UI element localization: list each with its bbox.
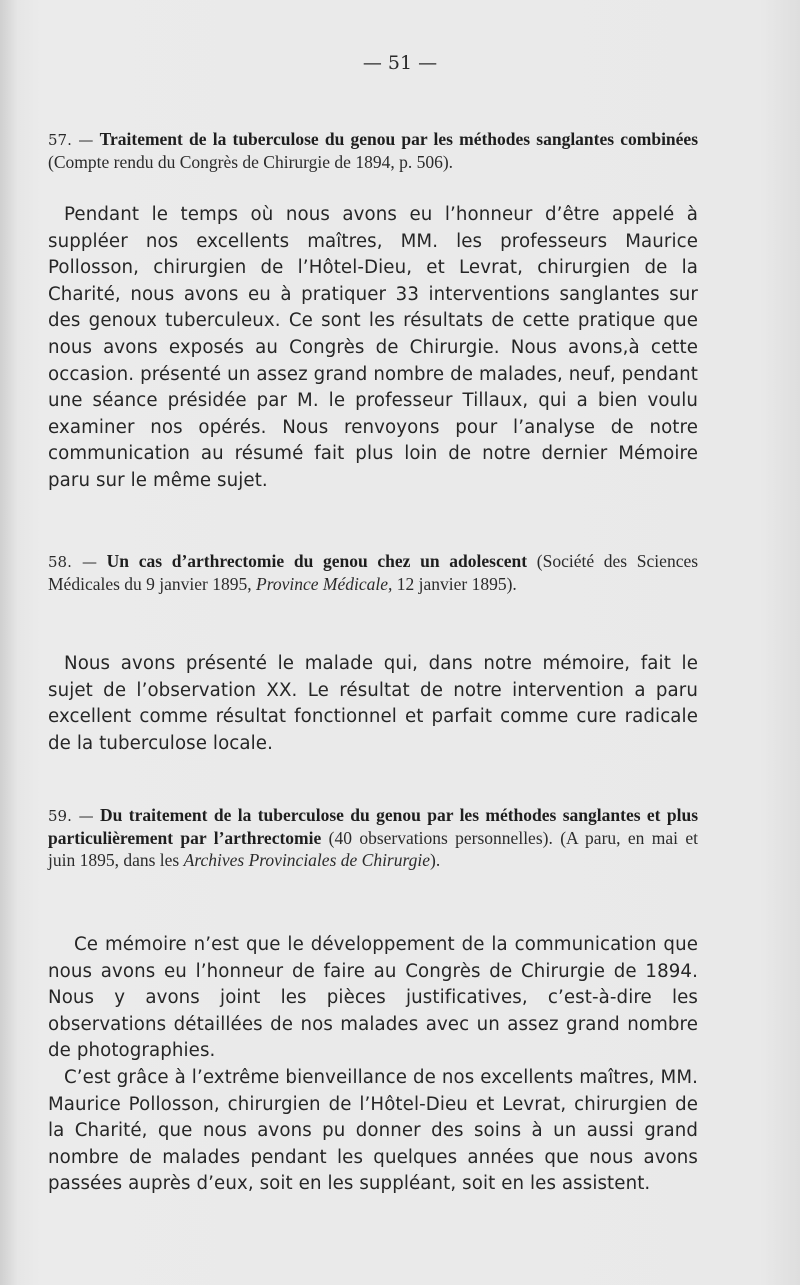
entry-source-date: 12 janvier 1895). [396, 574, 517, 594]
entry-title: Un cas d’arthrectomie du genou chez un adolescent [106, 551, 528, 571]
paragraph: Pendant le temps où nous avons eu l’honneur d’être appelé à suppléer nos excellents maîtres, MM. les professeurs Maurice Pollosson, chirurgien de l’Hôtel-Dieu, et Levrat, chirurgien de la Charité, nous avons eu à pratiquer 33 interventions sanglantes sur des genoux tuberculeux. Ce sont les résultats de cette pratique que nous avons exposés au Congrès de Chirurgie. Nous avons,à cette occasion. présenté un assez grand nombre de malades, neuf, pendant une séance présidée par M. le professeur Tillaux, qui a bien voulu examiner nos opérés. Nous renvoyons pour l’analyse de notre communication au résumé fait plus loin de notre dernier Mémoire paru sur le même sujet. [48, 204, 698, 491]
entry-58-heading [48, 550, 698, 595]
entry-source-journal: Province Médicale, [256, 574, 393, 594]
paragraph: C’est grâce à l’extrême bienveillance de nos excellents maîtres, MM. Maurice Pollosson, chirurgien de l’Hôtel-Dieu et Levrat, chirurgien de la Charité, que nous avons pu donner des soins à un aussi grand nombre de malades pendant les quelques années que nous avons passées auprès d’eux, soit en les suppléant, soit en les assistent. [48, 1066, 698, 1195]
entry-source: (Société des Sciences Médicales du 9 janvier 1895, [48, 551, 699, 594]
entry-title: Du traitement de la tuberculose du genou par les méthodes sanglantes et plus particulièrement par l’arthrectomie [48, 805, 699, 848]
paragraph: Nous avons présenté le malade qui, dans notre mémoire, fait le sujet de l’observation XX. Le résultat de notre intervention a paru excellent comme résultat fonctionnel et parfait comme cure radicale de la tuberculose locale. [48, 653, 698, 754]
entry-source: (Compte rendu du Congrès de Chirurgie de 1894, p. 506). [48, 152, 454, 172]
entry-number: 59. — [48, 807, 94, 825]
entry-source: (40 observations personnelles). (A paru, en mai et juin 1895, dans les [48, 828, 699, 870]
page-number: — 51 — [362, 52, 438, 74]
entry-59-heading [48, 804, 698, 871]
entry-57-heading [48, 128, 698, 173]
paragraph: Ce mémoire n’est que le développement de la communication que nous avons eu l’honneur de faire au Congrès de Chirurgie de 1894. Nous y avons joint les pièces justificatives, c’est-à-dire les observations détaillées de nos malades avec un assez grand nombre de photographies. [48, 934, 698, 1062]
entry-59-body [48, 932, 698, 1198]
entry-source-journal: Archives Provinciales de Chirurgie [183, 850, 431, 870]
entry-title: Traitement de la tuberculose du genou par les méthodes sanglantes combinées [99, 129, 699, 149]
entry-number: 58. — [48, 553, 97, 571]
entry-source-end: ). [430, 850, 441, 870]
entry-number: 57. — [48, 131, 94, 149]
entry-57-body [48, 202, 698, 495]
entry-58-body [48, 651, 698, 757]
